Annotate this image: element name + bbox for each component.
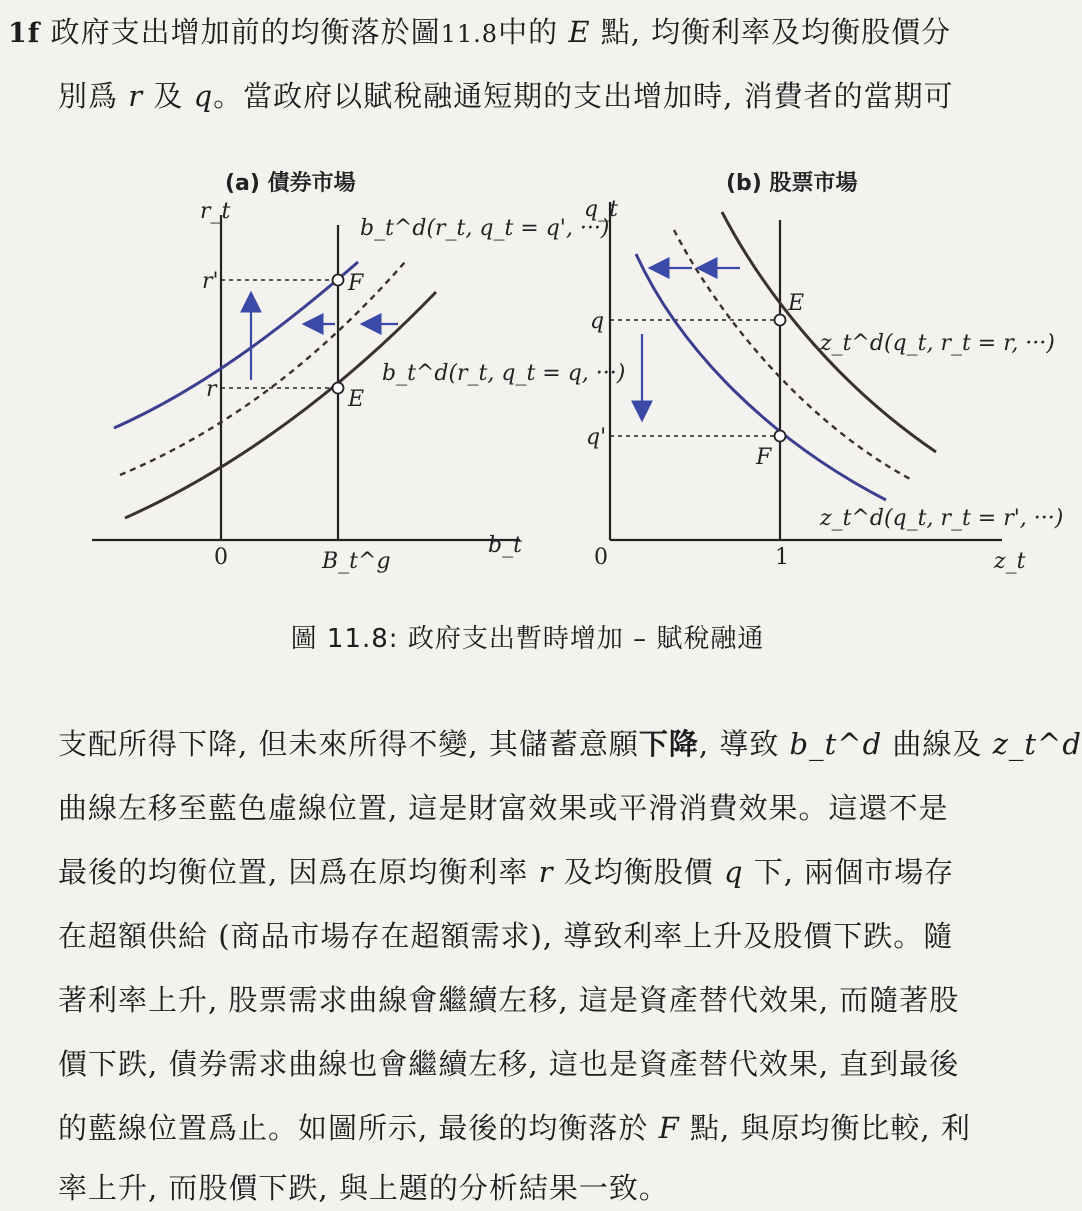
panel-a-tick-r-prime: r' <box>202 269 219 294</box>
top-line-2-part-1: 別爲 <box>58 79 119 113</box>
bottom-line-7-part-3: 點, 與原均衡比較, 利 <box>690 1111 971 1145</box>
bottom-line-3-part-1: 最後的均衡位置, 因爲在原均衡利率 <box>58 855 529 889</box>
bottom-line-5: 著利率上升, 股票需求曲線會繼續左移, 這是資產替代效果, 而隨著股 <box>58 983 960 1017</box>
panel-b-x-label: z_t <box>994 549 1026 574</box>
panel-a-label-e: E <box>348 387 365 412</box>
panel-a-x-label: b_t <box>488 533 522 558</box>
figure-11-8 <box>0 150 1064 610</box>
panel-a-demand-curve-final <box>114 262 358 428</box>
panel-b-curve-upper-label: z_t^d(q_t, r_t = r, ···) <box>820 331 1055 356</box>
panel-a-title: (a) 債券市場 <box>225 171 356 196</box>
bond-demand-symbol: b_t^d <box>789 727 883 761</box>
point-e-ref: E <box>568 15 591 49</box>
point-f-ref: F <box>658 1111 680 1145</box>
top-line-2-part-5: 。當政府以賦稅融通短期的支出增加時, 消費者的當期可 <box>213 79 954 113</box>
bottom-line-3-part-5: 下, 兩個市場存 <box>753 855 955 889</box>
price-q: q <box>723 855 744 889</box>
bottom-line-1 <box>58 726 1082 762</box>
bottom-line-1-part-1: 支配所得下降, 但未來所得不變, 其儲蓄意願 <box>58 727 639 761</box>
bold-decline: 下降 <box>638 727 699 761</box>
question-label: 1f <box>8 18 41 49</box>
top-line-2 <box>58 78 954 114</box>
panel-b-x-tick: 1 <box>775 545 789 570</box>
panel-a-point-e <box>333 383 344 394</box>
bottom-line-2: 曲線左移至藍色虛線位置, 這是財富效果或平滑消費效果。這還不是 <box>58 791 949 825</box>
bottom-line-3 <box>58 854 954 890</box>
panel-a-origin: 0 <box>214 545 228 570</box>
panel-b-stock-market <box>584 170 1063 574</box>
panel-a-label-f: F <box>348 271 364 296</box>
bottom-line-3-part-3: 及均衡股價 <box>563 855 714 889</box>
panel-a-curve-upper-label: b_t^d(r_t, q_t = q', ···) <box>360 216 610 241</box>
bottom-line-1-part-3: , 導致 <box>698 727 780 761</box>
bottom-line-1-part-5: 曲線及 <box>892 727 983 761</box>
bottom-line-7-part-1: 的藍線位置爲止。如圖所示, 最後的均衡落於 <box>58 1111 649 1145</box>
panel-b-y-label: q_t <box>584 197 618 222</box>
figure-ref: 11.8 <box>440 20 499 48</box>
panel-b-title: (b) 股票市場 <box>726 171 858 196</box>
panel-b-label-f: F <box>756 445 772 470</box>
panel-b-origin: 0 <box>594 545 608 570</box>
bottom-line-6: 價下跌, 債券需求曲線也會繼續左移, 這也是資產替代效果, 直到最後 <box>58 1047 960 1081</box>
figure-caption: 圖 11.8: 政府支出暫時增加 – 賦稅融通 <box>290 624 765 654</box>
panel-b-curve-lower-label: z_t^d(q_t, r_t = r', ···) <box>820 506 1064 531</box>
q-ref: q <box>193 79 214 113</box>
panel-a-point-f <box>333 275 344 286</box>
panel-a-x-tick: B_t^g <box>322 549 391 574</box>
top-line-1-part-3: 中的 <box>498 15 559 49</box>
top-line-1 <box>8 14 951 52</box>
r-ref: r <box>128 79 144 113</box>
bottom-line-8: 率上升, 而股價下跌, 與上題的分析結果一致。 <box>58 1171 669 1205</box>
bottom-line-7 <box>58 1110 971 1146</box>
rate-r: r <box>538 855 554 889</box>
top-line-2-part-3: 及 <box>153 79 184 113</box>
panel-b-tick-q: q <box>590 309 605 334</box>
top-line-1-part-5: 點, 均衡利率及均衡股價分 <box>600 15 952 49</box>
stock-demand-symbol: z_t^d <box>992 727 1082 761</box>
panel-a-y-label: r_t <box>200 199 231 224</box>
panel-a-curve-lower-label: b_t^d(r_t, q_t = q, ···) <box>382 361 626 386</box>
panel-b-point-f <box>775 431 786 442</box>
panel-a-bond-market <box>92 170 625 574</box>
panel-a-tick-r: r <box>206 377 217 402</box>
panel-b-tick-q-prime: q' <box>586 425 607 450</box>
panel-b-label-e: E <box>788 291 805 316</box>
bottom-line-4: 在超額供給 (商品市場存在超額需求), 導致利率上升及股價下跌。隨 <box>58 919 954 953</box>
top-line-1-part-1: 政府支出增加前的均衡落於圖 <box>50 15 441 49</box>
panel-b-point-e <box>775 315 786 326</box>
